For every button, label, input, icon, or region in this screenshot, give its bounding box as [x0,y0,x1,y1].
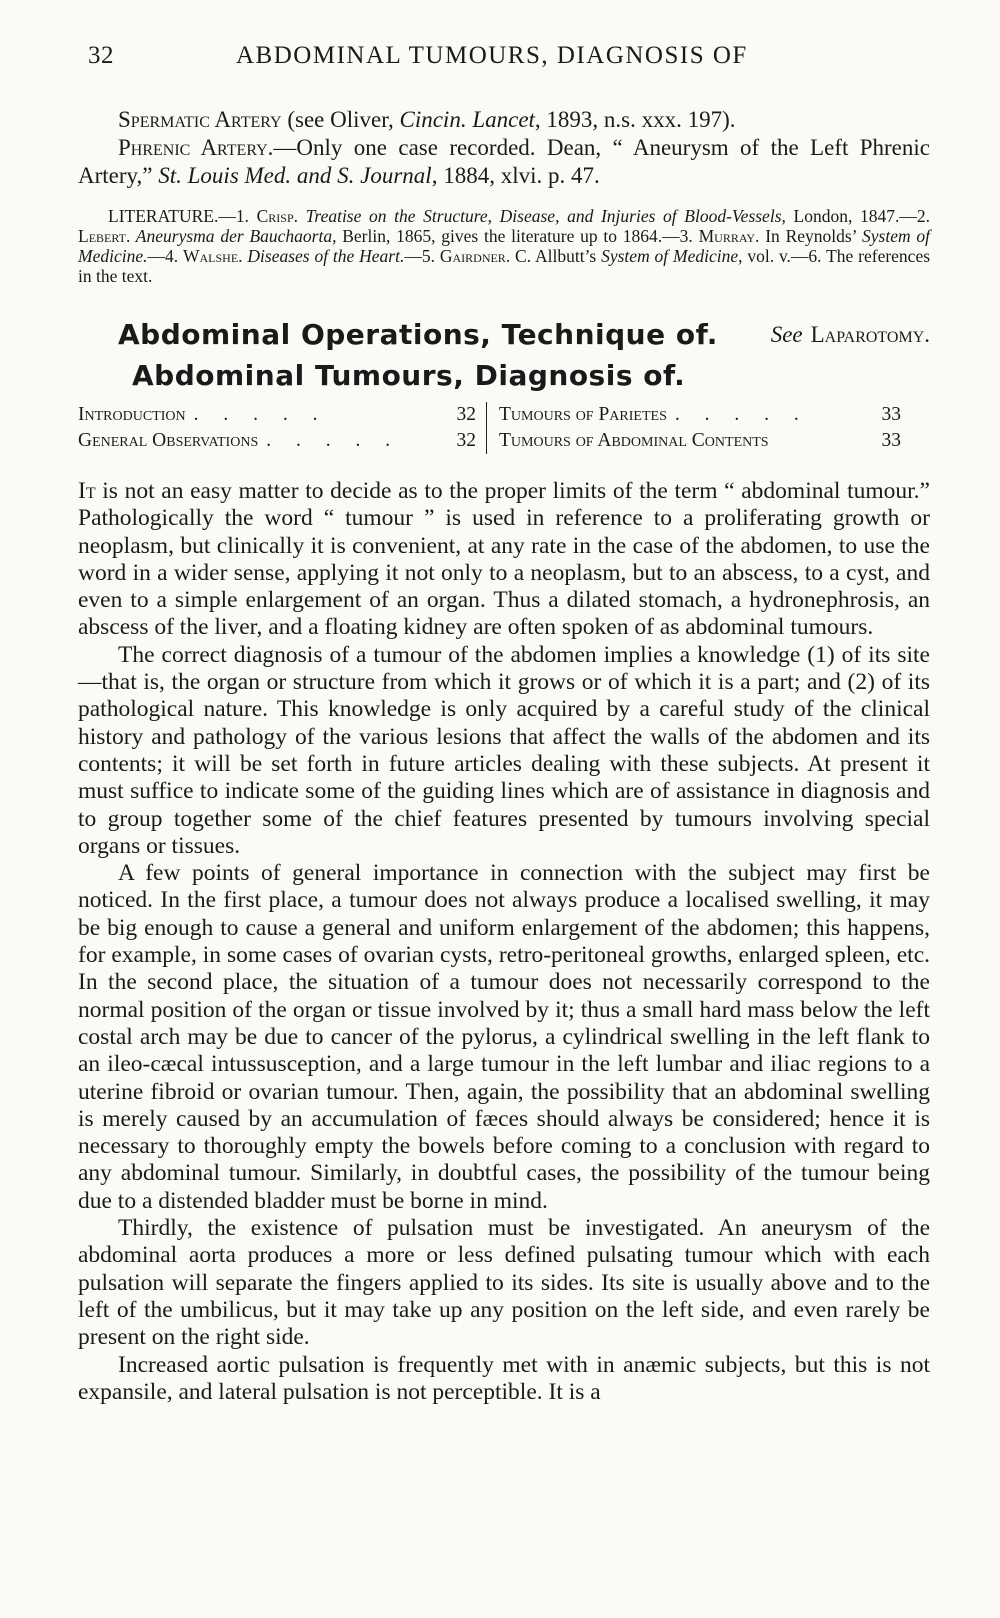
section-title-tumours: Abdominal Tumours, Diagnosis of. [132,359,686,392]
page-header [78,38,930,74]
reference-spermatic: Spermatic Artery (see Oliver, Cincin. Lancet, 1893, n.s. xxx. 197). [118,107,736,132]
toc-column-left [78,402,486,454]
article-body [78,478,930,1406]
reference-phrenic: Phrenic Artery.—Only one case recorded. Dean, “ Aneurysm of the Left Phrenic Artery,” St. Louis Med. and S. Journal, 1884, xlvi. p. 47. [78,135,930,188]
section-title: Abdominal Operations, Technique of. [118,318,718,351]
toc-column-right [486,402,911,454]
artery-references [78,106,930,190]
body-paragraph: Thirdly, the existence of pulsation must be investigated. An aneurysm of the abdominal aorta produces a more or less defined pulsating tumour which with each pulsation will separate the fingers applied to its sides. Its site is usually above and to the left of the umbilicus, but it may take up any position on the left side, and even rarely be present on the right side. [78,1215,930,1351]
section-operations [78,320,930,352]
cross-reference: See Laparotomy. [770,322,930,347]
journal-title: St. Louis Med. and S. Journal [158,163,432,188]
table-of-contents [78,402,930,454]
running-head: ABDOMINAL TUMOURS, DIAGNOSIS OF [236,42,748,69]
body-paragraph: A few points of general importance in connection with the subject may first be noticed. In the first place, a tumour does not always produce a localised swelling, it may be big enough to cause a general and uniform enlargement of the abdomen; this happens, for example, in some cases of ovarian cysts, retro-peritoneal growths, enlarged spleen, etc. In the second place, the situation of a tumour does not necessarily correspond to the normal position of the organ or tissue involved by it; thus a small hard mass below the left costal arch may be due to cancer of the pylorus, a cylindrical swelling in the left flank to an ileo-cæcal intussusception, and a large tumour in the left lumbar and iliac regions to a uterine fibroid or ovarian tumour. Then, again, the possibility that an abdominal swelling is merely caused by an accumulation of fæces should always be considered; hence it is necessary to thoroughly empty the bowels before coming to a conclusion with regard to any abdominal tumour. Similarly, in doubtful cases, the possibility of the tumour being due to a distended bladder must be borne in mind. [78,860,930,1214]
reference-lead: Spermatic Artery [118,107,282,132]
cross-reference-target: Laparotomy. [810,322,930,347]
toc-page: 33 [881,404,901,425]
toc-page: 32 [456,404,476,425]
reference-lead: Phrenic Artery. [118,135,274,160]
body-paragraph: Increased aortic pulsation is frequently met with in anæmic subjects, but this is not expansile, and lateral pulsation is not perceptible. It is a [78,1351,930,1405]
toc-page: 33 [881,430,901,451]
journal-title: Cincin. Lancet [399,107,535,132]
document-page [78,38,930,1406]
body-paragraph: It is not an easy matter to decide as to the proper limits of the term “ abdominal tumour.” Pathologically the word “ tumour ” is used in reference to a proliferating growth or neoplasm, but clinically it is convenient, at any rate in the case of the abdomen, to use the word in a wider sense, applying it not only to a neoplasm, but to an abscess, to a cyst, and even to a simple enlargement of an organ. Thus a dilated stomach, a hydronephrosis, an abscess of the liver, and a floating kidney are often spoken of as abdominal tumours. [78,478,930,641]
literature-list: LITERATURE.—1. Crisp. Treatise on the Structure, Disease, and Injuries of Blood-Vessels, London, 1847.—2. Lebert. Aneurysma der Bauchaorta, Berlin, 1865, gives the literature up to 1864.—3. Murray. In Reynolds’ System of Medicine.—4. Walshe. Diseases of the Heart.—5. Gairdner. C. Allbutt’s System of Medicine, vol. v.—6. The references in the text. [78,206,931,286]
toc-entry: Tumours of Parietes . . . . . 33 [499,402,911,428]
page-number: 32 [88,42,114,69]
toc-page: 32 [456,430,476,451]
toc-entry: Tumours of Abdominal Contents 33 [499,428,911,454]
body-paragraph: The correct diagnosis of a tumour of the abdomen implies a knowledge (1) of its site—that is, the organ or structure from which it grows or of which it is a part; and (2) of its pathological nature. This knowledge is only acquired by a careful study of the clinical history and pathology of the various lesions that affect the walls of the abdomen and its contents; it will be set forth in future articles dealing with these subjects. At present it must suffice to indicate some of the guiding lines which are of assistance in diagnosis and to group together some of the chief features presented by tumours involving special organs or tissues. [78,641,930,859]
toc-entry: Introduction . . . . . 32 [78,402,486,428]
toc-entry: General Observations . . . . . 32 [78,428,486,454]
